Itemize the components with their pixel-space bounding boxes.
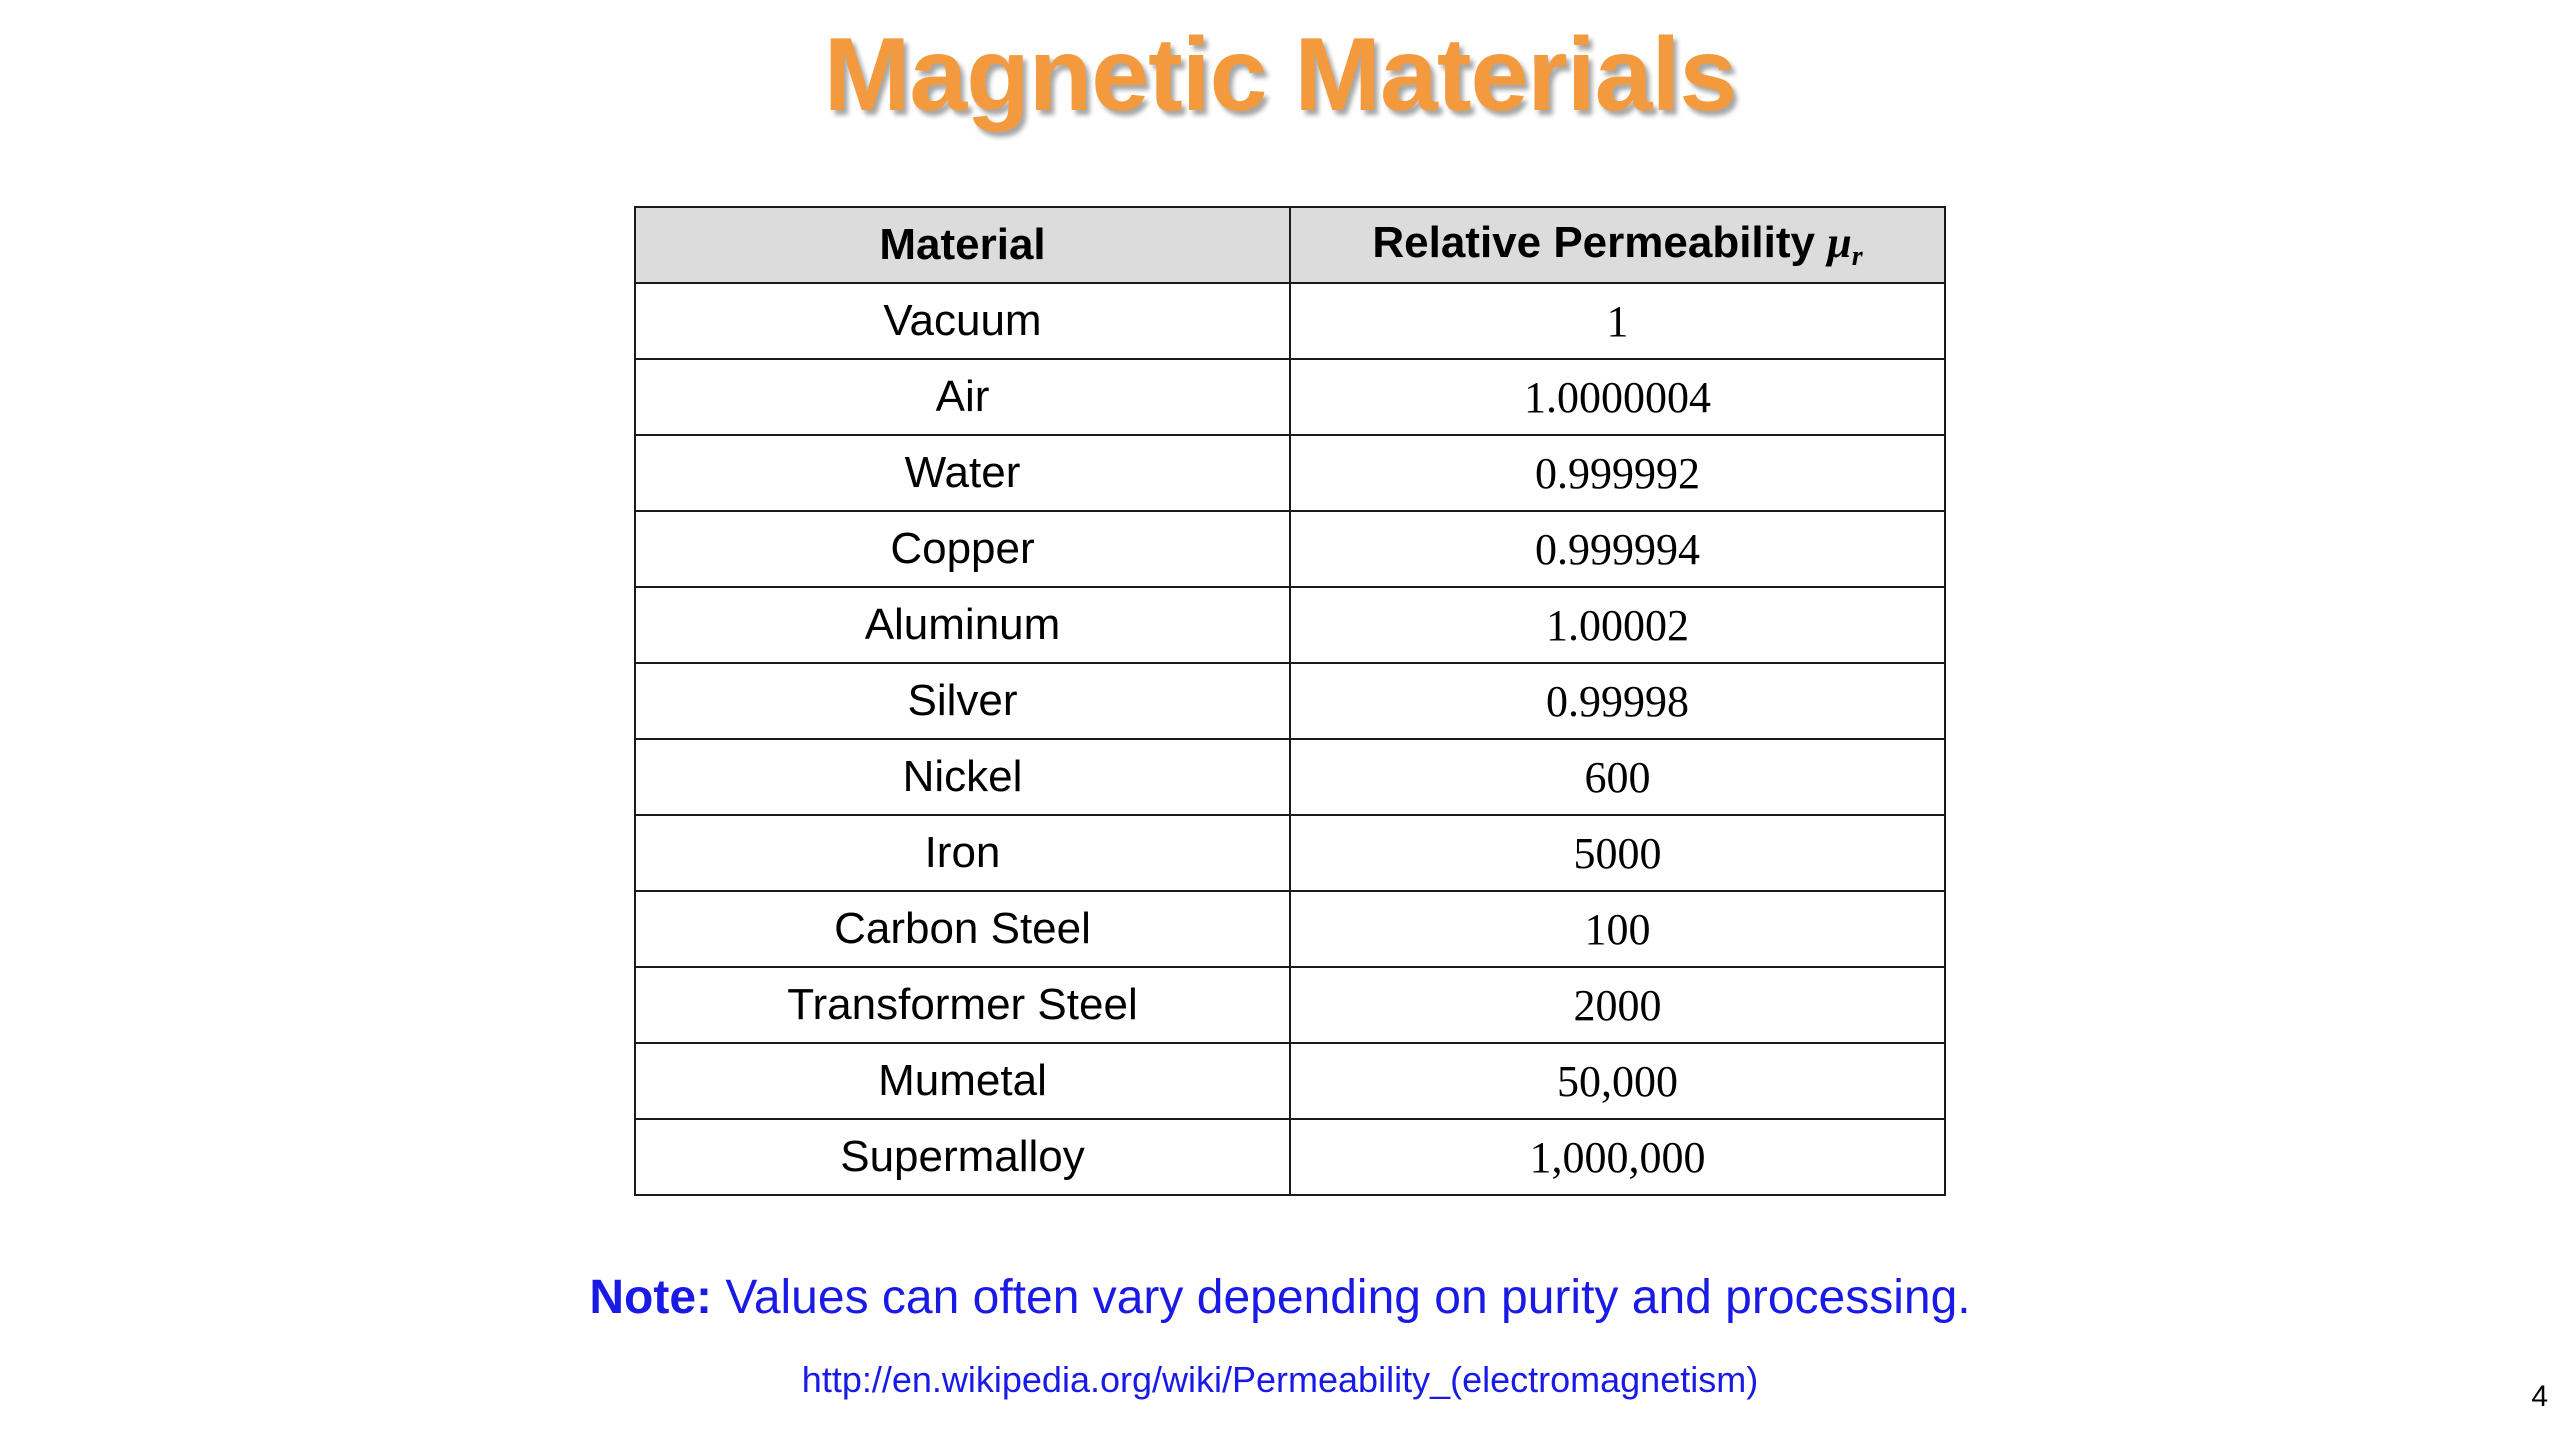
- permeability-cell: 100: [1290, 891, 1945, 967]
- table-row: [635, 967, 1945, 1043]
- material-cell: Iron: [635, 815, 1290, 891]
- permeability-cell: 50,000: [1290, 1043, 1945, 1119]
- table-row: [635, 739, 1945, 815]
- table-row: [635, 435, 1945, 511]
- permeability-cell: 5000: [1290, 815, 1945, 891]
- slide-title: Magnetic Materials: [823, 17, 1737, 133]
- mu-r-symbol: [1827, 218, 1863, 272]
- table-row: [635, 1119, 1945, 1195]
- table-row: [635, 283, 1945, 359]
- permeability-cell: 1.0000004: [1290, 359, 1945, 435]
- material-cell: Mumetal: [635, 1043, 1290, 1119]
- table-body: [635, 283, 1945, 1195]
- material-cell: Water: [635, 435, 1290, 511]
- permeability-cell: 2000: [1290, 967, 1945, 1043]
- permeability-cell: 600: [1290, 739, 1945, 815]
- mu-symbol: μ: [1827, 218, 1852, 267]
- material-cell: Vacuum: [635, 283, 1290, 359]
- note-text: Values can often vary depending on purity and processing.: [712, 1271, 1971, 1324]
- table-header-row: [635, 207, 1945, 283]
- permeability-cell: 0.99998: [1290, 663, 1945, 739]
- table-row: [635, 891, 1945, 967]
- material-cell: Transformer Steel: [635, 967, 1290, 1043]
- material-cell: Nickel: [635, 739, 1290, 815]
- material-cell: Silver: [635, 663, 1290, 739]
- note: [0, 1268, 2560, 1328]
- table-row: [635, 359, 1945, 435]
- permeability-cell: 0.999994: [1290, 511, 1945, 587]
- material-cell: Carbon Steel: [635, 891, 1290, 967]
- permeability-table: [634, 206, 1946, 1196]
- material-cell: Copper: [635, 511, 1290, 587]
- table-row: [635, 511, 1945, 587]
- header-permeability: [1290, 207, 1945, 283]
- header-material: Material: [635, 207, 1290, 283]
- table-row: [635, 587, 1945, 663]
- permeability-cell: 1,000,000: [1290, 1119, 1945, 1195]
- table-row: [635, 663, 1945, 739]
- material-cell: Air: [635, 359, 1290, 435]
- material-cell: Supermalloy: [635, 1119, 1290, 1195]
- permeability-cell: 1: [1290, 283, 1945, 359]
- page-number: 4: [2531, 1380, 2548, 1413]
- header-permeability-label: Relative Permeability: [1372, 218, 1816, 267]
- permeability-cell: 0.999992: [1290, 435, 1945, 511]
- table-row: [635, 1043, 1945, 1119]
- source-link[interactable]: http://en.wikipedia.org/wiki/Permeability_(electromagnetism): [801, 1359, 1759, 1400]
- mu-subscript: r: [1851, 241, 1863, 272]
- permeability-cell: 1.00002: [1290, 587, 1945, 663]
- material-cell: Aluminum: [635, 587, 1290, 663]
- table-row: [635, 815, 1945, 891]
- note-label: Note:: [589, 1271, 713, 1324]
